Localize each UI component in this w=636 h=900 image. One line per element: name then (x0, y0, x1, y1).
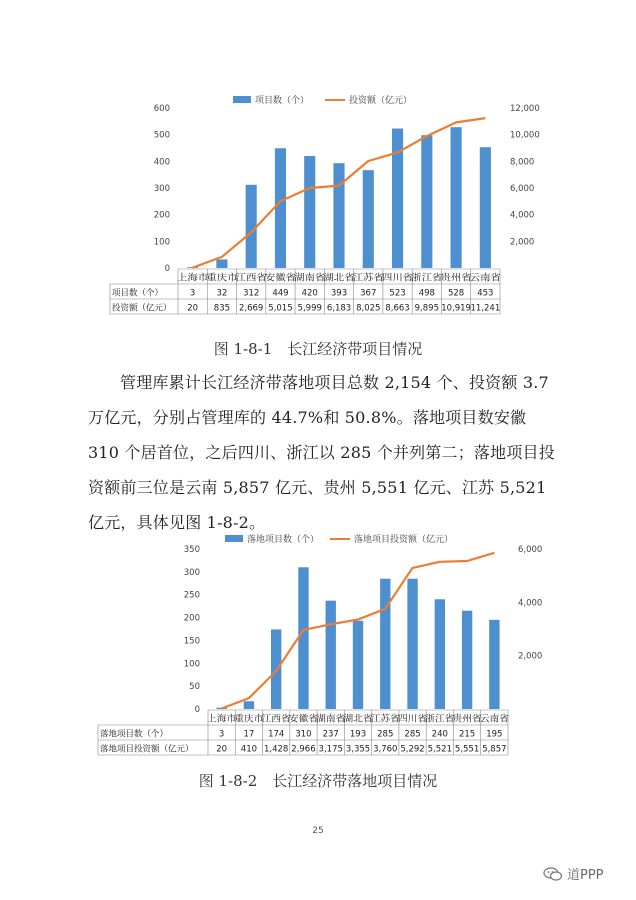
bar (462, 611, 472, 709)
y-tick-right: 8,000 (510, 157, 535, 168)
x-tick-label: 上海市 (177, 273, 205, 284)
wechat-bubble-icon (543, 867, 563, 881)
table-row-label: 投资额（亿元） (112, 303, 172, 314)
table-row-label: 落地项目数（个） (100, 729, 169, 740)
x-tick-label: 江西省 (235, 273, 263, 284)
y-tick-right: 6,000 (518, 545, 543, 555)
data-label: 310 (295, 729, 312, 740)
x-tick-label: 云南省 (479, 714, 507, 725)
bar (353, 621, 363, 709)
x-tick-label: 四川省 (397, 714, 425, 725)
x-tick-label: 湖北省 (343, 714, 371, 725)
y-tick-right: 4,000 (518, 598, 543, 609)
bar (298, 567, 308, 709)
table-row-label: 落地项目投资额（亿元） (100, 744, 194, 755)
data-label: 8,663 (385, 303, 410, 314)
x-tick-label: 湖南省 (294, 273, 322, 284)
data-label: 174 (268, 729, 285, 740)
bar (304, 156, 315, 268)
legend-swatch-bar (225, 535, 243, 542)
data-label: 240 (431, 729, 448, 740)
bar (407, 579, 417, 709)
data-label: 5,015 (268, 303, 293, 314)
data-label: 9,895 (414, 303, 439, 314)
data-label: 449 (272, 288, 289, 299)
data-label: 11,241 (470, 303, 501, 314)
y-tick-left: 0 (164, 264, 170, 274)
data-label: 312 (243, 288, 260, 299)
chart-project-overview (0, 88, 636, 324)
data-label: 835 (213, 303, 231, 314)
y-tick-left: 100 (183, 659, 200, 670)
legend-swatch-bar (233, 96, 251, 103)
data-label: 17 (243, 729, 255, 740)
x-tick-label: 湖南省 (316, 714, 344, 725)
legend-label: 落地项目数（个） (247, 535, 320, 545)
data-label: 20 (187, 303, 199, 314)
data-label: 367 (360, 288, 377, 299)
data-label: 410 (240, 744, 258, 755)
x-tick-label: 上海市 (207, 714, 235, 725)
data-label: 3,175 (318, 744, 343, 755)
data-label: 195 (486, 729, 503, 740)
y-tick-left: 200 (183, 613, 200, 624)
x-tick-label: 贵州省 (452, 714, 480, 725)
x-tick-label: 安徽省 (264, 273, 292, 284)
data-label: 8,025 (356, 303, 381, 314)
y-tick-left: 0 (194, 705, 200, 715)
figure-caption-1: 图 1-8-1 长江经济带项目情况 (213, 340, 423, 358)
y-tick-right: 12,000 (510, 104, 540, 114)
data-label: 10,919 (441, 303, 471, 314)
data-label: 285 (404, 729, 421, 740)
x-tick-label: 贵州省 (440, 273, 468, 284)
y-tick-left: 250 (183, 590, 200, 601)
page-number: 25 (312, 826, 324, 836)
x-tick-label: 安徽省 (288, 714, 316, 725)
data-label: 498 (418, 288, 435, 299)
x-tick-label: 江苏省 (370, 714, 398, 725)
data-label: 193 (349, 729, 367, 740)
legend-label: 落地项目投资额（亿元） (354, 535, 454, 545)
x-tick-label: 江苏省 (352, 273, 380, 284)
y-tick-right: 2,000 (510, 237, 535, 248)
data-label: 20 (216, 744, 228, 755)
x-tick-label: 四川省 (381, 273, 409, 284)
body-paragraph: 管理库累计长江经济带落地项目总数 2,154 个、投资额 3.7 万亿元，分别占管理库的 44.7%和 50.8%。落地项目数安徽 310 个居首位，之后四川、浙江以 285 个并列第二；落地项目投资额前三位是云南 5,857 亿元、贵州 5,551 亿元、江苏 5,521 亿元，具体见图 1-8-2。 (88, 373, 555, 532)
bar (363, 170, 374, 268)
table-row-label: 项目数（个） (112, 288, 164, 299)
y-tick-left: 300 (153, 184, 170, 194)
y-tick-right: 10,000 (510, 130, 540, 141)
data-label: 5,551 (454, 744, 480, 755)
bar (380, 579, 390, 709)
bar (435, 599, 445, 709)
x-tick-label: 重庆市 (234, 714, 262, 725)
bar (421, 135, 432, 268)
bar (333, 163, 344, 268)
data-label: 453 (477, 288, 494, 299)
data-label: 3 (189, 288, 196, 299)
data-label: 3 (218, 729, 225, 740)
data-label: 3,760 (373, 744, 398, 755)
data-label: 2,966 (291, 744, 316, 755)
bar (216, 259, 227, 268)
data-label: 215 (458, 729, 476, 740)
x-tick-label: 浙江省 (411, 273, 439, 284)
bar (480, 147, 491, 268)
legend-label: 项目数（个） (255, 96, 310, 106)
x-tick-label: 云南省 (469, 273, 497, 284)
data-label: 237 (322, 729, 339, 740)
data-label: 1,428 (264, 744, 289, 755)
bar (489, 620, 499, 709)
legend-label: 投资额（亿元） (349, 96, 413, 106)
x-tick-label: 浙江省 (425, 714, 453, 725)
y-tick-right: 6,000 (510, 184, 535, 194)
data-label: 5,857 (482, 744, 507, 755)
chart-landed-projects (0, 527, 636, 759)
data-label: 393 (330, 288, 348, 299)
y-tick-left: 300 (183, 567, 200, 578)
data-label: 5,292 (400, 744, 425, 755)
data-label: 5,999 (297, 303, 322, 314)
y-tick-left: 100 (153, 237, 170, 248)
bar (244, 701, 254, 709)
data-label: 420 (301, 288, 318, 299)
y-tick-left: 200 (153, 210, 170, 221)
y-tick-left: 150 (183, 636, 200, 647)
x-tick-label: 湖北省 (323, 273, 351, 284)
x-tick-label: 重庆市 (206, 273, 234, 284)
data-label: 523 (389, 288, 406, 299)
data-label: 285 (377, 729, 394, 740)
y-tick-right: 2,000 (518, 651, 543, 662)
watermark (543, 864, 604, 883)
y-tick-left: 500 (153, 130, 170, 141)
bar (326, 601, 336, 709)
y-tick-right: 4,000 (510, 210, 535, 221)
data-label: 5,521 (427, 744, 452, 755)
bar (275, 148, 286, 268)
bar (451, 127, 462, 268)
data-label: 2,669 (239, 303, 264, 314)
bar (246, 185, 257, 268)
x-tick-label: 江西省 (261, 714, 289, 725)
y-tick-left: 50 (189, 682, 200, 693)
data-label: 528 (447, 288, 465, 299)
y-tick-left: 400 (153, 157, 170, 168)
watermark-text: 道PPP (567, 868, 604, 883)
figure-caption-2: 图 1-8-2 长江经济带落地项目情况 (198, 772, 438, 790)
data-label: 3,355 (345, 744, 371, 755)
data-label: 6,183 (326, 303, 352, 314)
y-tick-left: 350 (183, 545, 200, 555)
data-label: 32 (216, 288, 228, 299)
y-tick-left: 600 (153, 104, 170, 114)
